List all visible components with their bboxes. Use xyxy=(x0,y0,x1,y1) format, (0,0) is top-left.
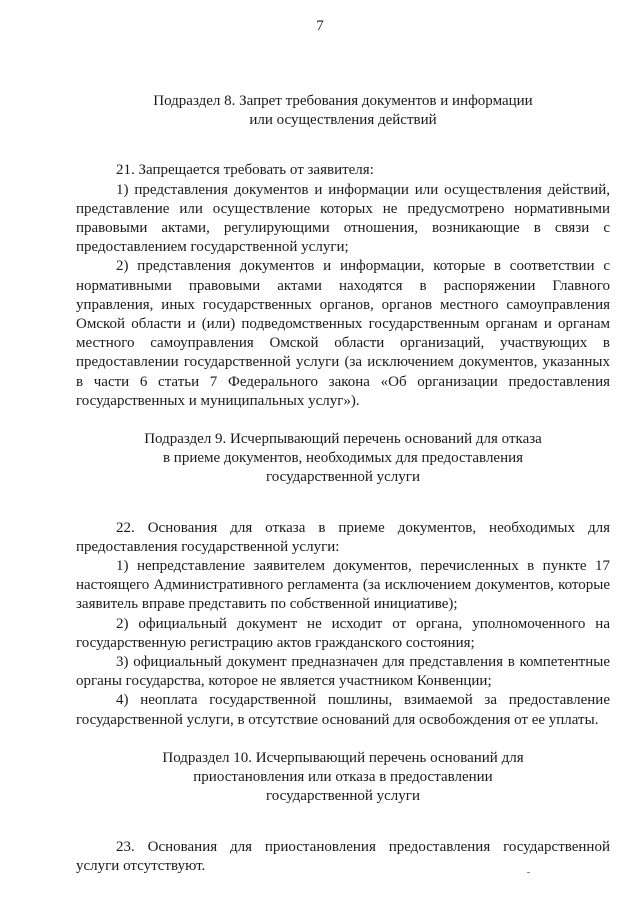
paragraph: 2) официальный документ не исходит от органа, уполномоченного на государственную регистрацию актов гражданского состояния; xyxy=(76,615,610,651)
paragraph: 22. Основания для отказа в приеме документов, необходимых для предоставления государственной услуги: xyxy=(76,519,610,555)
heading-line: в приеме документов, необходимых для предоставления xyxy=(162,450,524,467)
document-body xyxy=(76,92,610,876)
paragraph: 1) непредставление заявителем документов, перечисленных в пункте 17 настоящего Административного регламента (за исключением документов, которые заявитель вправе представить по собственной инициативе); xyxy=(76,558,610,613)
paragraph: 4) неоплата государственной пошлины, взимаемой за предоставление государственной услуги, в отсутствие оснований для освобождения от ее уплаты. xyxy=(76,692,610,728)
heading-line: Подраздел 8. Запрет требования документов и информации xyxy=(153,93,533,109)
paragraph: 21. Запрещается требовать от заявителя: xyxy=(116,162,374,179)
page-number: 7 xyxy=(316,18,324,34)
paragraph: 23. Основания для приостановления предоставления государственной услуги отсутствуют. xyxy=(76,838,610,874)
subsection-10-heading xyxy=(76,749,610,807)
heading-line: Подраздел 10. Исчерпывающий перечень оснований для xyxy=(162,749,524,766)
heading-line: Подраздел 9. Исчерпывающий перечень оснований для отказа xyxy=(144,431,542,448)
heading-line: или осуществления действий xyxy=(249,112,437,129)
subsection-8-heading xyxy=(76,92,610,130)
paragraph: 3) официальный документ предназначен для представления в компетентные органы государства, которое не является участником Конвенции; xyxy=(76,654,610,690)
scan-speck xyxy=(527,872,530,873)
heading-line: государственной услуги xyxy=(266,788,420,805)
heading-line: государственной услуги xyxy=(266,469,420,486)
paragraph: 2) представления документов и информации, которые в соответствии с нормативными правовыми актами находятся в распоряжении Главного управления, иных государственных органов, органов местного самоуправления Омской области и (или) подведомственных государственным органам и органам местного самоуправления Омской области организаций, участвующих в предоставлении государственной услуги (за исключением документов, указанных в части 6 статьи 7 Федерального закона «Об организации предоставления государственных и муниципальных услуг»). xyxy=(76,258,610,409)
subsection-9-heading xyxy=(76,430,610,488)
heading-line: приостановления или отказа в предоставлении xyxy=(193,769,493,786)
paragraph: 1) представления документов и информации или осуществления действий, представление или осуществление которых не предусмотрено нормативными правовыми актами, регулирующими отношения, возникающие в связи с предоставлением государственной услуги; xyxy=(76,181,610,256)
